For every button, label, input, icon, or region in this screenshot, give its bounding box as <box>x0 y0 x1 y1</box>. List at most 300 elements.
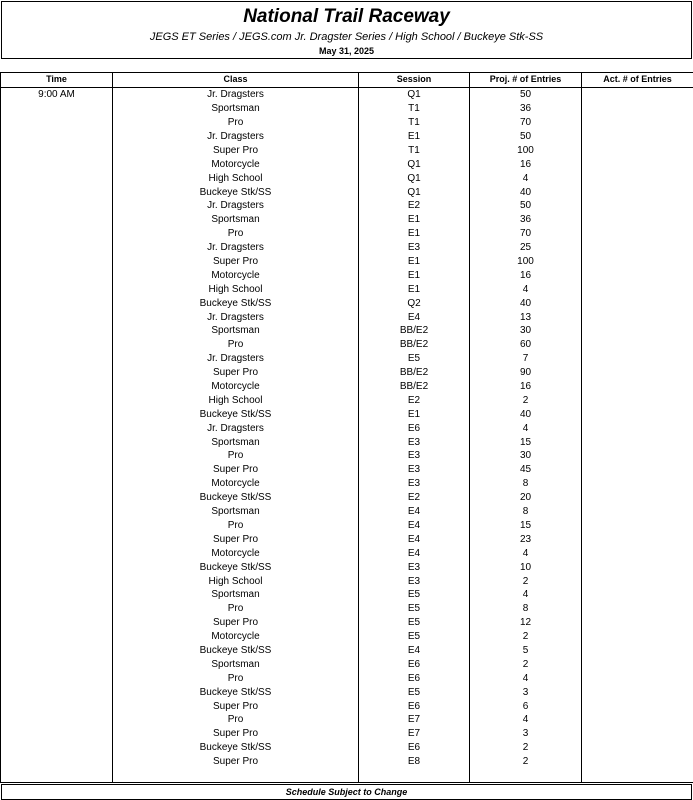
actual-entries-cell <box>582 393 693 407</box>
time-cell <box>1 491 113 505</box>
actual-entries-cell <box>582 338 693 352</box>
class-cell: Motorcycle <box>113 157 359 171</box>
session-cell: T1 <box>359 116 470 130</box>
actual-entries-cell <box>582 102 693 116</box>
time-cell <box>1 199 113 213</box>
actual-entries-cell <box>582 532 693 546</box>
actual-entries-cell <box>582 87 693 101</box>
session-cell: E1 <box>359 227 470 241</box>
class-cell: Sportsman <box>113 657 359 671</box>
table-row <box>1 241 693 255</box>
session-cell: E5 <box>359 602 470 616</box>
session-cell: E2 <box>359 491 470 505</box>
class-cell: Jr. Dragsters <box>113 421 359 435</box>
actual-entries-cell <box>582 602 693 616</box>
session-cell: E1 <box>359 255 470 269</box>
table-row <box>1 505 693 519</box>
session-cell: E4 <box>359 644 470 658</box>
time-cell <box>1 324 113 338</box>
class-cell: Super Pro <box>113 532 359 546</box>
page-title: National Trail Raceway <box>243 6 450 27</box>
session-cell: Q1 <box>359 171 470 185</box>
class-cell: Buckeye Stk/SS <box>113 741 359 755</box>
session-cell: Q1 <box>359 87 470 101</box>
time-cell <box>1 143 113 157</box>
session-cell: E1 <box>359 407 470 421</box>
projected-entries-cell: 25 <box>470 241 582 255</box>
session-cell: E3 <box>359 449 470 463</box>
class-cell: High School <box>113 393 359 407</box>
time-cell <box>1 741 113 755</box>
projected-entries-cell: 3 <box>470 727 582 741</box>
session-cell: E1 <box>359 130 470 144</box>
session-cell: E7 <box>359 713 470 727</box>
class-cell: Super Pro <box>113 463 359 477</box>
time-cell <box>1 185 113 199</box>
time-cell <box>1 338 113 352</box>
time-cell <box>1 713 113 727</box>
projected-entries-cell: 36 <box>470 213 582 227</box>
actual-entries-cell <box>582 727 693 741</box>
actual-entries-cell <box>582 130 693 144</box>
time-cell <box>1 519 113 533</box>
session-cell: E5 <box>359 588 470 602</box>
time-cell <box>1 380 113 394</box>
actual-entries-cell <box>582 171 693 185</box>
class-cell: Super Pro <box>113 143 359 157</box>
session-cell: E5 <box>359 685 470 699</box>
time-cell <box>1 449 113 463</box>
column-header-session: Session <box>359 73 470 88</box>
session-cell: E4 <box>359 505 470 519</box>
table-row <box>1 630 693 644</box>
session-cell: E3 <box>359 435 470 449</box>
table-row <box>1 87 693 101</box>
table-row <box>1 102 693 116</box>
table-row <box>1 171 693 185</box>
projected-entries-cell: 20 <box>470 491 582 505</box>
class-cell: Sportsman <box>113 588 359 602</box>
actual-entries-cell <box>582 699 693 713</box>
actual-entries-cell <box>582 588 693 602</box>
time-cell <box>1 727 113 741</box>
class-cell: Buckeye Stk/SS <box>113 560 359 574</box>
session-cell: E8 <box>359 755 470 769</box>
time-cell <box>1 574 113 588</box>
class-cell: Pro <box>113 116 359 130</box>
table-row <box>1 574 693 588</box>
table-row <box>1 477 693 491</box>
projected-entries-cell: 4 <box>470 588 582 602</box>
table-row <box>1 352 693 366</box>
column-header-class: Class <box>113 73 359 88</box>
projected-entries-cell: 90 <box>470 366 582 380</box>
projected-entries-cell: 4 <box>470 282 582 296</box>
table-row <box>1 185 693 199</box>
time-cell <box>1 241 113 255</box>
projected-entries-cell: 15 <box>470 519 582 533</box>
class-cell: Motorcycle <box>113 477 359 491</box>
projected-entries-cell: 50 <box>470 130 582 144</box>
actual-entries-cell <box>582 616 693 630</box>
class-cell: Sportsman <box>113 435 359 449</box>
projected-entries-cell: 4 <box>470 546 582 560</box>
session-cell <box>359 769 470 783</box>
class-cell: Jr. Dragsters <box>113 241 359 255</box>
time-cell <box>1 699 113 713</box>
schedule-footer-note: Schedule Subject to Change <box>1 784 692 800</box>
session-cell: E3 <box>359 241 470 255</box>
table-row <box>1 393 693 407</box>
class-cell: Jr. Dragsters <box>113 199 359 213</box>
actual-entries-cell <box>582 213 693 227</box>
actual-entries-cell <box>582 255 693 269</box>
time-cell <box>1 352 113 366</box>
actual-entries-cell <box>582 644 693 658</box>
projected-entries-cell: 23 <box>470 532 582 546</box>
table-row <box>1 296 693 310</box>
table-row <box>1 130 693 144</box>
projected-entries-cell: 2 <box>470 393 582 407</box>
time-cell <box>1 546 113 560</box>
table-row <box>1 602 693 616</box>
class-cell: Super Pro <box>113 699 359 713</box>
time-cell <box>1 296 113 310</box>
class-cell: Jr. Dragsters <box>113 87 359 101</box>
projected-entries-cell: 5 <box>470 644 582 658</box>
session-cell: E4 <box>359 519 470 533</box>
actual-entries-cell <box>582 116 693 130</box>
time-cell <box>1 671 113 685</box>
session-cell: E1 <box>359 268 470 282</box>
table-row <box>1 463 693 477</box>
actual-entries-cell <box>582 268 693 282</box>
time-cell <box>1 505 113 519</box>
projected-entries-cell: 30 <box>470 449 582 463</box>
class-cell: Motorcycle <box>113 268 359 282</box>
session-cell: E6 <box>359 741 470 755</box>
table-row <box>1 741 693 755</box>
actual-entries-cell <box>582 157 693 171</box>
actual-entries-cell <box>582 310 693 324</box>
actual-entries-cell <box>582 491 693 505</box>
actual-entries-cell <box>582 227 693 241</box>
actual-entries-cell <box>582 352 693 366</box>
table-row <box>1 199 693 213</box>
schedule-header <box>1 1 692 59</box>
session-cell: BB/E2 <box>359 338 470 352</box>
projected-entries-cell: 100 <box>470 255 582 269</box>
actual-entries-cell <box>582 449 693 463</box>
projected-entries-cell: 8 <box>470 602 582 616</box>
actual-entries-cell <box>582 755 693 769</box>
projected-entries-cell: 12 <box>470 616 582 630</box>
time-cell <box>1 532 113 546</box>
projected-entries-cell: 4 <box>470 171 582 185</box>
class-cell: Sportsman <box>113 102 359 116</box>
table-row <box>1 713 693 727</box>
session-cell: E3 <box>359 463 470 477</box>
time-cell <box>1 588 113 602</box>
session-cell: E1 <box>359 213 470 227</box>
time-cell <box>1 421 113 435</box>
class-cell: High School <box>113 282 359 296</box>
actual-entries-cell <box>582 630 693 644</box>
session-cell: T1 <box>359 143 470 157</box>
class-cell: High School <box>113 574 359 588</box>
projected-entries-cell: 36 <box>470 102 582 116</box>
table-row <box>1 532 693 546</box>
session-cell: E6 <box>359 657 470 671</box>
projected-entries-cell: 60 <box>470 338 582 352</box>
class-cell: Buckeye Stk/SS <box>113 685 359 699</box>
time-cell <box>1 616 113 630</box>
actual-entries-cell <box>582 546 693 560</box>
projected-entries-cell: 3 <box>470 685 582 699</box>
class-cell: Super Pro <box>113 727 359 741</box>
actual-entries-cell <box>582 560 693 574</box>
time-cell <box>1 630 113 644</box>
session-cell: E4 <box>359 532 470 546</box>
time-cell <box>1 102 113 116</box>
table-row <box>1 157 693 171</box>
table-row <box>1 435 693 449</box>
time-cell <box>1 227 113 241</box>
projected-entries-cell: 4 <box>470 713 582 727</box>
actual-entries-cell <box>582 574 693 588</box>
session-cell: E3 <box>359 477 470 491</box>
projected-entries-cell: 70 <box>470 116 582 130</box>
projected-entries-cell: 8 <box>470 505 582 519</box>
table-row <box>1 255 693 269</box>
time-cell <box>1 407 113 421</box>
projected-entries-cell: 6 <box>470 699 582 713</box>
table-row <box>1 338 693 352</box>
session-cell: BB/E2 <box>359 380 470 394</box>
class-cell: Buckeye Stk/SS <box>113 407 359 421</box>
class-cell: Pro <box>113 338 359 352</box>
actual-entries-cell <box>582 657 693 671</box>
table-row <box>1 407 693 421</box>
class-cell: Jr. Dragsters <box>113 130 359 144</box>
table-row <box>1 657 693 671</box>
projected-entries-cell: 16 <box>470 157 582 171</box>
projected-entries-cell: 100 <box>470 143 582 157</box>
time-cell <box>1 255 113 269</box>
table-row <box>1 560 693 574</box>
table-row <box>1 755 693 769</box>
projected-entries-cell: 40 <box>470 185 582 199</box>
table-row <box>1 449 693 463</box>
projected-entries-cell: 13 <box>470 310 582 324</box>
time-cell <box>1 755 113 769</box>
table-row <box>1 227 693 241</box>
actual-entries-cell <box>582 477 693 491</box>
class-cell: Motorcycle <box>113 630 359 644</box>
event-date: May 31, 2025 <box>318 46 375 56</box>
class-cell: Super Pro <box>113 755 359 769</box>
session-cell: E5 <box>359 630 470 644</box>
actual-entries-cell <box>582 685 693 699</box>
class-cell: Jr. Dragsters <box>113 352 359 366</box>
class-cell: Super Pro <box>113 255 359 269</box>
actual-entries-cell <box>582 713 693 727</box>
table-row <box>1 519 693 533</box>
time-cell <box>1 685 113 699</box>
actual-entries-cell <box>582 185 693 199</box>
session-cell: BB/E2 <box>359 324 470 338</box>
actual-entries-cell <box>582 296 693 310</box>
class-cell: Pro <box>113 713 359 727</box>
time-cell <box>1 268 113 282</box>
session-cell: E5 <box>359 352 470 366</box>
time-cell <box>1 310 113 324</box>
projected-entries-cell: 30 <box>470 324 582 338</box>
class-cell: Pro <box>113 671 359 685</box>
table-row <box>1 213 693 227</box>
projected-entries-cell: 2 <box>470 755 582 769</box>
table-row <box>1 282 693 296</box>
session-cell: BB/E2 <box>359 366 470 380</box>
session-cell: E3 <box>359 574 470 588</box>
table-row <box>1 491 693 505</box>
session-cell: E2 <box>359 393 470 407</box>
table-row <box>1 268 693 282</box>
actual-entries-cell <box>582 143 693 157</box>
session-cell: E7 <box>359 727 470 741</box>
class-cell: Buckeye Stk/SS <box>113 491 359 505</box>
time-cell <box>1 644 113 658</box>
schedule-table-body <box>1 87 693 783</box>
table-row <box>1 116 693 130</box>
projected-entries-cell: 2 <box>470 741 582 755</box>
class-cell: Buckeye Stk/SS <box>113 185 359 199</box>
time-cell <box>1 282 113 296</box>
schedule-table <box>0 72 693 783</box>
time-cell <box>1 366 113 380</box>
class-cell: Sportsman <box>113 505 359 519</box>
actual-entries-cell <box>582 769 693 783</box>
projected-entries-cell: 16 <box>470 268 582 282</box>
projected-entries-cell <box>470 769 582 783</box>
column-header-projected-entries: Proj. # of Entries <box>470 73 582 88</box>
table-row <box>1 671 693 685</box>
table-row <box>1 616 693 630</box>
class-cell: Buckeye Stk/SS <box>113 296 359 310</box>
column-header-actual-entries: Act. # of Entries <box>582 73 693 88</box>
session-cell: Q2 <box>359 296 470 310</box>
projected-entries-cell: 7 <box>470 352 582 366</box>
column-header-time: Time <box>1 73 113 88</box>
table-row <box>1 546 693 560</box>
projected-entries-cell: 50 <box>470 87 582 101</box>
session-cell: E3 <box>359 560 470 574</box>
projected-entries-cell: 4 <box>470 671 582 685</box>
actual-entries-cell <box>582 741 693 755</box>
actual-entries-cell <box>582 366 693 380</box>
session-cell: T1 <box>359 102 470 116</box>
actual-entries-cell <box>582 463 693 477</box>
time-cell <box>1 560 113 574</box>
projected-entries-cell: 4 <box>470 421 582 435</box>
class-cell: Motorcycle <box>113 546 359 560</box>
class-cell: Super Pro <box>113 616 359 630</box>
time-cell <box>1 213 113 227</box>
projected-entries-cell: 70 <box>470 227 582 241</box>
projected-entries-cell: 10 <box>470 560 582 574</box>
time-cell <box>1 130 113 144</box>
actual-entries-cell <box>582 505 693 519</box>
actual-entries-cell <box>582 199 693 213</box>
time-cell <box>1 157 113 171</box>
session-cell: E6 <box>359 421 470 435</box>
projected-entries-cell: 2 <box>470 630 582 644</box>
actual-entries-cell <box>582 282 693 296</box>
time-cell <box>1 657 113 671</box>
table-row <box>1 324 693 338</box>
actual-entries-cell <box>582 407 693 421</box>
session-cell: E4 <box>359 546 470 560</box>
table-header-row <box>1 73 693 88</box>
table-row <box>1 310 693 324</box>
class-cell: Pro <box>113 227 359 241</box>
session-cell: E6 <box>359 699 470 713</box>
table-row <box>1 421 693 435</box>
time-cell <box>1 463 113 477</box>
class-cell: Motorcycle <box>113 380 359 394</box>
projected-entries-cell: 15 <box>470 435 582 449</box>
class-cell: Sportsman <box>113 213 359 227</box>
session-cell: E2 <box>359 199 470 213</box>
class-cell: Pro <box>113 449 359 463</box>
actual-entries-cell <box>582 671 693 685</box>
time-cell <box>1 393 113 407</box>
session-cell: E6 <box>359 671 470 685</box>
table-row <box>1 588 693 602</box>
time-cell <box>1 602 113 616</box>
table-row <box>1 366 693 380</box>
projected-entries-cell: 50 <box>470 199 582 213</box>
time-cell <box>1 116 113 130</box>
table-row <box>1 685 693 699</box>
time-cell <box>1 435 113 449</box>
class-cell: Super Pro <box>113 366 359 380</box>
series-subtitle: JEGS ET Series / JEGS.com Jr. Dragster Series / High School / Buckeye Stk-SS <box>149 31 544 43</box>
actual-entries-cell <box>582 519 693 533</box>
table-row <box>1 143 693 157</box>
projected-entries-cell: 2 <box>470 657 582 671</box>
projected-entries-cell: 16 <box>470 380 582 394</box>
session-cell: E1 <box>359 282 470 296</box>
actual-entries-cell <box>582 435 693 449</box>
session-cell: Q1 <box>359 185 470 199</box>
projected-entries-cell: 8 <box>470 477 582 491</box>
class-cell: Buckeye Stk/SS <box>113 644 359 658</box>
projected-entries-cell: 2 <box>470 574 582 588</box>
projected-entries-cell: 40 <box>470 407 582 421</box>
table-row <box>1 380 693 394</box>
session-cell: Q1 <box>359 157 470 171</box>
actual-entries-cell <box>582 241 693 255</box>
actual-entries-cell <box>582 421 693 435</box>
session-cell: E4 <box>359 310 470 324</box>
session-cell: E5 <box>359 616 470 630</box>
class-cell: High School <box>113 171 359 185</box>
actual-entries-cell <box>582 324 693 338</box>
projected-entries-cell: 45 <box>470 463 582 477</box>
class-cell: Pro <box>113 602 359 616</box>
class-cell: Sportsman <box>113 324 359 338</box>
